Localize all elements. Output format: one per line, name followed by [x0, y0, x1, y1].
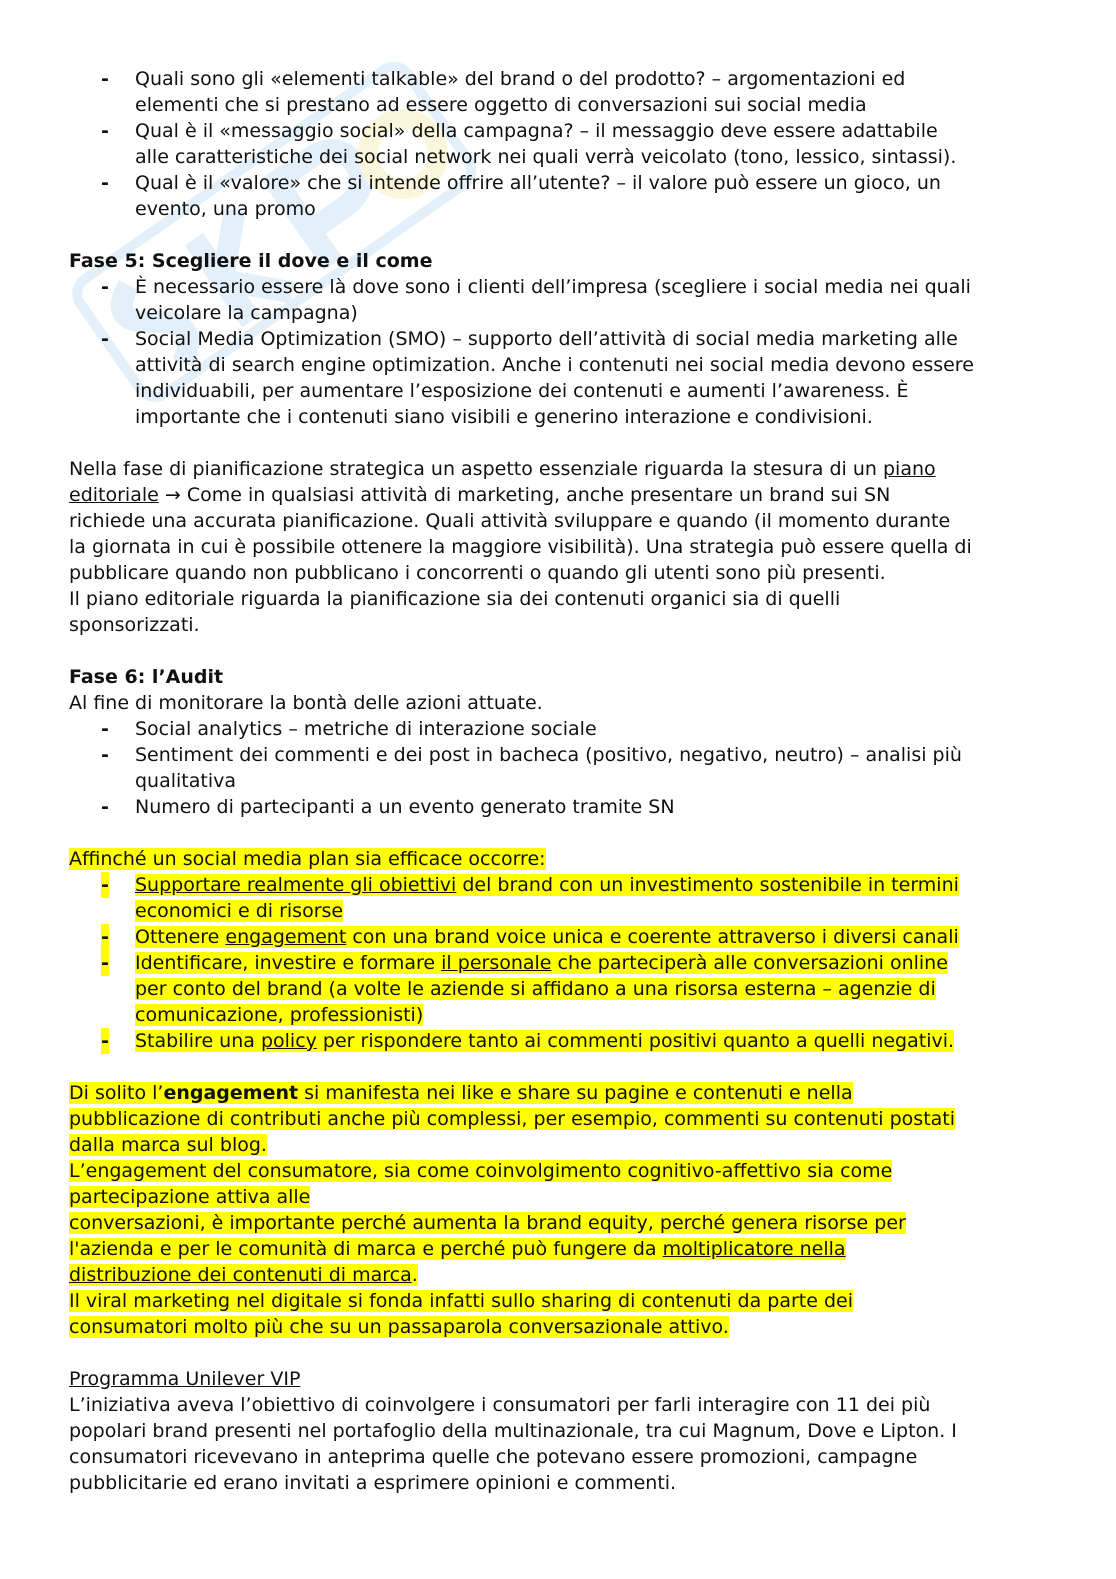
list-item-continuation: economici e di risorse [135, 900, 344, 922]
list-item: - Social analytics – metriche di interazione sociale [101, 718, 597, 740]
piano-editoriale-term: editoriale [69, 484, 159, 506]
bullet-dash: - [101, 952, 109, 974]
list-item: - Ottenere engagement con una brand voice unica e coerente attraverso i diversi canali [101, 926, 959, 948]
document-body: - Quali sono gli «elementi talkable» del brand o del prodotto? – argomentazioni ed elementi che si prestano ad essere oggetto di conversazioni sui social media - Qual è il «messaggio social» della campagna? – il messaggio deve essere adattabile alle caratteristiche dei social network nei quali verrà veicolato (tono, lessico, sintassi). - Qual è il «valore» che si intende offrire all’utente? – il valore può essere un gioco, un evento, una promo Fase 5: Scegliere il dove e il come - È necessario essere là dove sono i clienti dell’impresa (scegliere i social media nei quali veicolare la campagna) - Social Media Optimization (SMO) – supporto dell’attività di social media marketing alle attività di search engine optimization. Anche i contenuti nei social media devono essere individuabili, per aumentare l’esposizione dei contenuti e aumenti l’awareness. È importante che i contenuti siano visibili e generino interazione e condivisioni. Nella fase di pianificazione strategica un aspetto essenziale riguarda la stesura di un piano editoriale → Come in qualsiasi attività di marketing, anche presentare un brand sui SN richiede una accurata pianificazione. Quali attività sviluppare e quando (il momento durante la giornata in cui è possibile ottenere la maggiore visibilità). Una strategia può essere quella di pubblicare quando non pubblicano i concorrenti o quando gli utenti sono più presenti. Il piano editoriale riguarda la pianificazione sia dei contenuti organici sia di quelli sponsorizzati. Fase 6: l’Audit Al fine di monitorare la bontà delle azioni attuate. - Social analytics – metriche di interazione sociale - Sentiment dei commenti e dei post in bacheca (positivo, negativo, neutro) – analisi più qualitativa - Numero di partecipanti a un evento generato tramite SN Affinché un social media plan sia efficace occorre: - Supportare realmente gli obiettivi del brand con un investimento sostenibile in termini economici e di risorse - Ottenere engagement con una brand voice unica e coerente attraverso i diversi canali - Identificare, investire e formare il personale che parteciperà alle conversazioni online per conto del brand (a volte le aziende si affidano a una risorsa esterna – agenzie di comunicazione, professionisti) - Stabilire una policy per rispondere tanto ai commenti positivi quanto a quelli negativi. Di solito l’engagement si manifesta nei like e share su pagine e contenuti e nella pubblicazione di contributi anche più complessi, per esempio, commenti su contenuti postati dalla marca sul blog. L’engagement del consumatore, sia come coinvolgimento cognitivo-affettivo sia come partecipazione attiva alle conversazioni, è importante perché aumenta la brand equity, perché genera risorse per l'azienda e per le comunità di marca e perché può fungere da moltiplicatore nella distribuzione dei contenuti di marca. Il viral marketing nel digitale si fonda infatti sullo sharing di contenuti da parte dei consumatori molto più che su un passaparola conversazionale attivo. Programma Unilever VIP L’iniziativa aveva l’obiettivo di coinvolgere i consumatori per farli interagire con 11 dei più popolari brand presenti nel portafoglio della multinazionale, tra cui Magnum, Dove e Lipton. I consumatori ricevevano in anteprima quelle che potevano essere promozioni, campagne pubblicitarie ed erano invitati a esprimere opinioni e commenti. [69, 66, 1059, 1496]
piano-editoriale-paragraph: Nella fase di pianificazione strategica un aspetto essenziale riguarda la stesura di un piano editoriale → Come in qualsiasi attività di marketing, anche presentare un brand sui SN richiede una accurata pianificazione. Quali attività sviluppare e quando (il momento durante la giornata in cui è possibile ottenere la maggiore visibilità). Una strategia può essere quella di pubblicare quando non pubblicano i concorrenti o quando gli utenti sono più presenti. Il piano editoriale riguarda la pianificazione sia dei contenuti organici sia di quelli sponsorizzati. [69, 458, 972, 636]
list-item: - Supportare realmente gli obiettivi del brand con un investimento sostenibile in termini [101, 874, 959, 896]
list-item-continuation: individuabili, per aumentare l’esposizione dei contenuti e aumenti l’awareness. È [135, 380, 909, 402]
bullet-dash: - [101, 172, 109, 194]
bullet-dash: - [101, 276, 109, 298]
list-item-continuation: veicolare la campagna) [135, 302, 358, 324]
list-item-continuation: attività di search engine optimization. Anche i contenuti nei social media devono essere [135, 354, 974, 376]
top-bullet-list [69, 66, 1059, 222]
bullet-dash: - [101, 68, 109, 90]
unilever-heading: Programma Unilever VIP [69, 1368, 301, 1390]
bullet-dash: - [101, 120, 109, 142]
bullet-dash: - [101, 874, 109, 896]
list-item: - Qual è il «messaggio social» della campagna? – il messaggio deve essere adattabile [101, 120, 938, 142]
bullet-dash: - [101, 744, 109, 766]
bullet-dash: - [101, 926, 109, 948]
bullet-dash: - [101, 328, 109, 350]
fase6-heading: Fase 6: l’Audit [69, 666, 224, 688]
bullet-dash: - [101, 796, 109, 818]
list-item-continuation: comunicazione, professionisti) [135, 1004, 424, 1026]
list-item: - Stabilire una policy per rispondere tanto ai commenti positivi quanto a quelli negativi. [101, 1030, 955, 1052]
bullet-dash: - [101, 718, 109, 740]
engagement-paragraph: Di solito l’engagement si manifesta nei like e share su pagine e contenuti e nella pubblicazione di contributi anche più complessi, per esempio, commenti su contenuti postati dalla marca sul blog. L’engagement del consumatore, sia come coinvolgimento cognitivo-affettivo sia come partecipazione attiva alle conversazioni, è importante perché aumenta la brand equity, perché genera risorse per l'azienda e per le comunità di marca e perché può fungere da moltiplicatore nella distribuzione dei contenuti di marca. Il viral marketing nel digitale si fonda infatti sullo sharing di contenuti da parte dei consumatori molto più che su un passaparola conversazionale attivo. [69, 1082, 956, 1338]
list-item: - Social Media Optimization (SMO) – supporto dell’attività di social media marketing alle [101, 328, 958, 350]
list-item-continuation: qualitativa [135, 770, 237, 792]
arrow-right-icon: → [158, 484, 187, 506]
bullet-dash: - [101, 1030, 109, 1052]
list-item-continuation: evento, una promo [135, 198, 316, 220]
piano-editoriale-term: piano [883, 458, 936, 480]
list-item-continuation: elementi che si prestano ad essere oggetto di conversazioni sui social media [135, 94, 867, 116]
social-media-plan-section [69, 846, 1059, 1054]
list-item-continuation: per conto del brand (a volte le aziende si affidano a una risorsa esterna – agenzie di [135, 978, 936, 1000]
list-item: - Sentiment dei commenti e dei post in bacheca (positivo, negativo, neutro) – analisi più [101, 744, 962, 766]
list-item: - Numero di partecipanti a un evento generato tramite SN [101, 796, 675, 818]
list-item-continuation: importante che i contenuti siano visibili e generino interazione e condivisioni. [135, 406, 873, 428]
list-item: - Qual è il «valore» che si intende offrire all’utente? – il valore può essere un gioco, un [101, 172, 941, 194]
list-item: - È necessario essere là dove sono i clienti dell’impresa (scegliere i social media nei quali [101, 276, 971, 298]
list-item: - Quali sono gli «elementi talkable» del brand o del prodotto? – argomentazioni ed [101, 68, 906, 90]
plan-intro: Affinché un social media plan sia efficace occorre: [69, 848, 546, 870]
fase6-intro: Al fine di monitorare la bontà delle azioni attuate. [69, 692, 543, 714]
list-item-continuation: alle caratteristiche dei social network nei quali verrà veicolato (tono, lessico, sintassi). [135, 146, 957, 168]
fase5-heading: Fase 5: Scegliere il dove e il come [69, 250, 433, 272]
list-item: - Identificare, investire e formare il personale che parteciperà alle conversazioni online [101, 952, 948, 974]
engagement-term: engagement [163, 1082, 299, 1104]
